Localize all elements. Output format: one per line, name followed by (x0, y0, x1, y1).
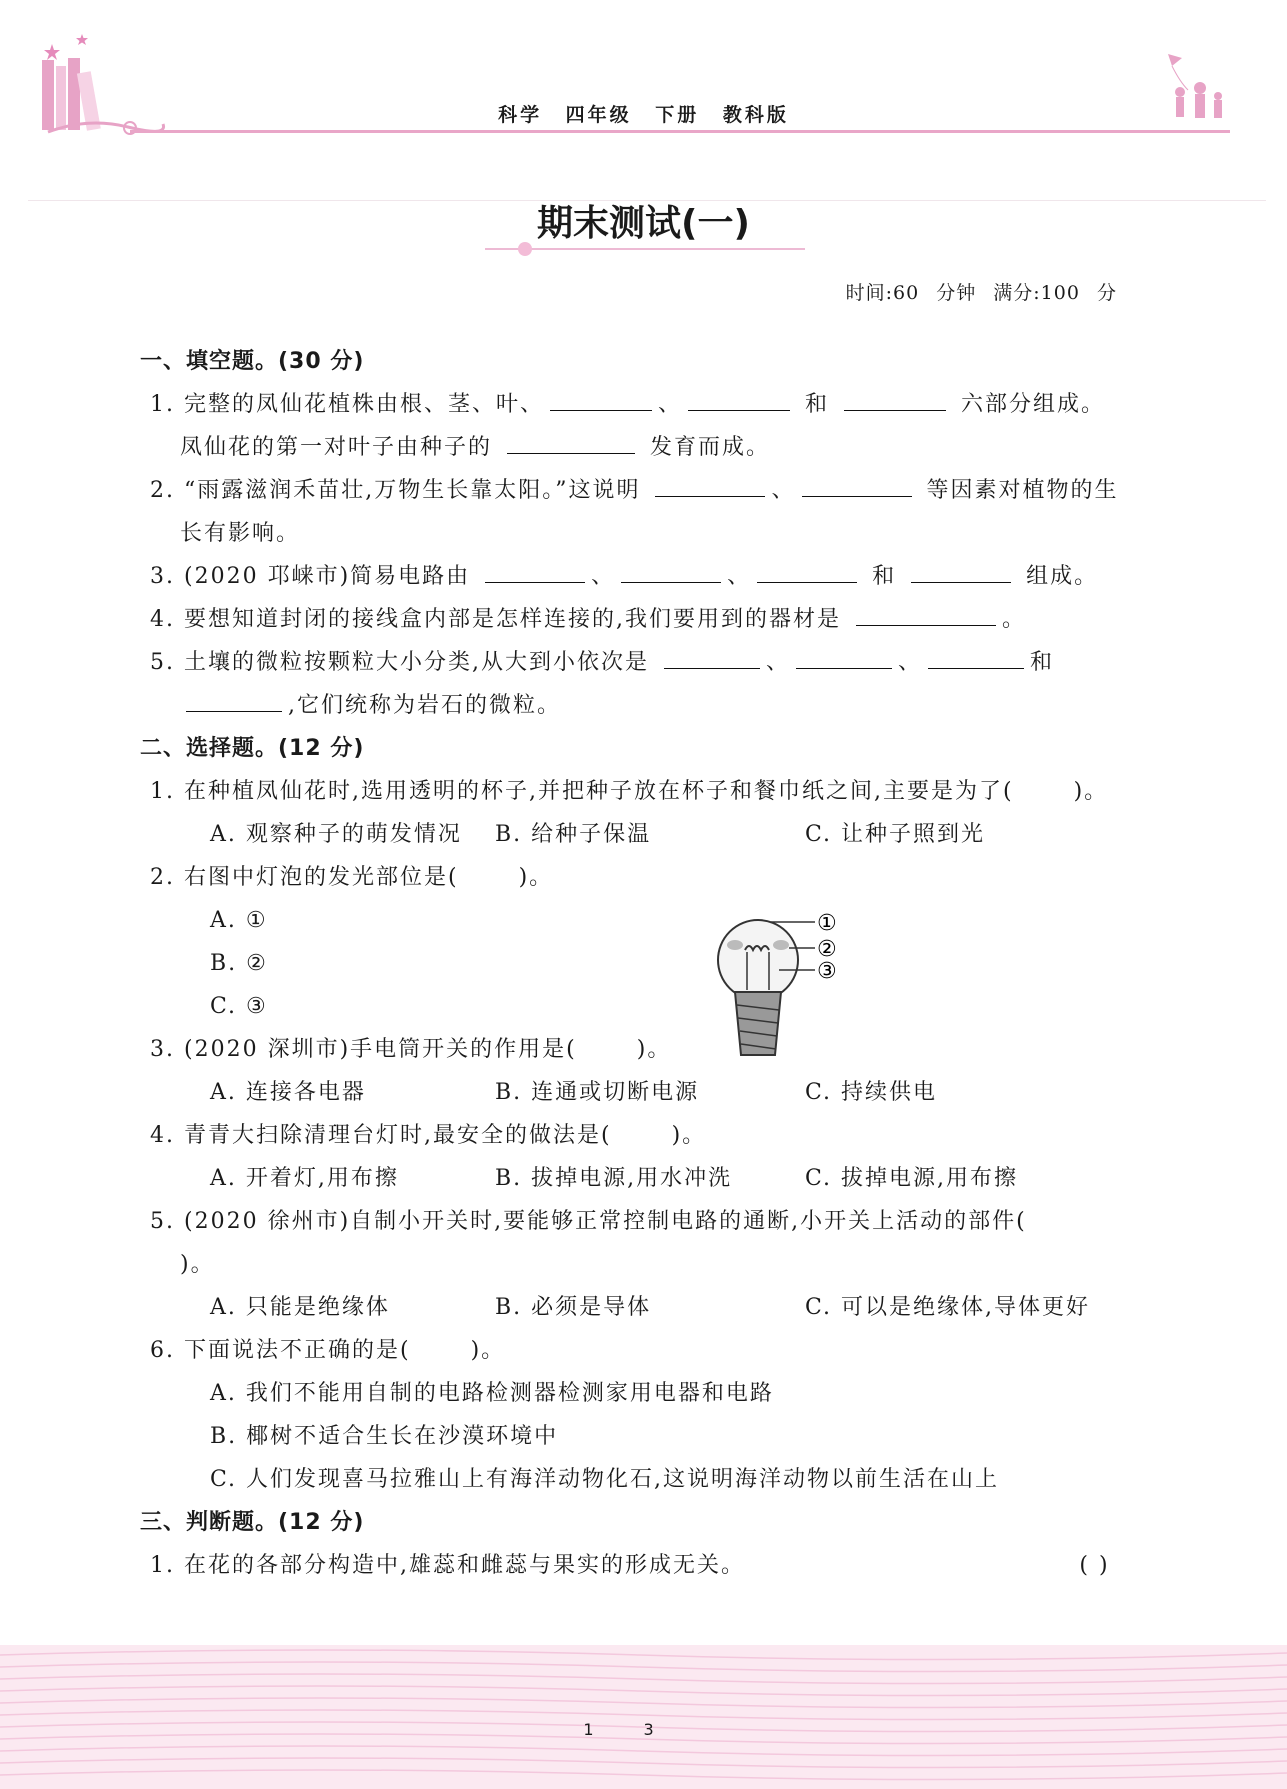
option-a[interactable]: A. ① (210, 908, 268, 933)
option-b[interactable]: B. 椰树不适合生长在沙漠环境中 (210, 1424, 559, 1449)
bulb-label-2: ② (817, 937, 837, 962)
option-c[interactable]: C. 让种子照到光 (805, 822, 986, 847)
fill-question-1: 1. 完整的凤仙花植株由根、茎、叶、 、 和 六部分组成。凤仙花的第一对叶子由种子的 发育而成。 (140, 383, 1120, 469)
option-a[interactable]: A. 开着灯,用布擦 (210, 1166, 399, 1191)
answer-blank[interactable] (507, 432, 635, 454)
answer-blank[interactable] (688, 389, 790, 411)
bulb-label-1: ① (817, 911, 837, 936)
fill-question-4: 4. 要想知道封闭的接线盒内部是怎样连接的,我们要用到的器材是 。 (140, 598, 1120, 641)
title-underline-icon (485, 242, 805, 256)
choice-question-3: 3. (2020 深圳市)手电筒开关的作用是( )。 (150, 1037, 672, 1062)
section-heading: 三、判断题。(12 分) (140, 1510, 365, 1535)
answer-blank[interactable] (485, 561, 585, 583)
option-a[interactable]: A. 连接各电器 (210, 1080, 366, 1105)
answer-blank[interactable] (621, 561, 721, 583)
fill-question-2: 2. “雨露滋润禾苗壮,万物生长靠太阳。”这说明 、 等因素对植物的生长有影响。 (140, 469, 1120, 555)
choice-question-2: 2. 右图中灯泡的发光部位是( )。 (150, 865, 554, 890)
option-row (140, 1286, 1120, 1329)
option-a[interactable]: A. 我们不能用自制的电路检测器检测家用电器和电路 (210, 1381, 774, 1406)
answer-blank[interactable] (550, 389, 652, 411)
footer-wave-band (0, 1645, 1287, 1789)
choice-question-1: 1. 在种植凤仙花时,选用透明的杯子,并把种子放在杯子和餐巾纸之间,主要是为了( )。 (150, 779, 1109, 804)
answer-blank[interactable] (186, 690, 282, 712)
option-row (140, 813, 1120, 856)
answer-blank[interactable] (757, 561, 857, 583)
answer-blank[interactable] (802, 475, 912, 497)
light-bulb-figure (713, 910, 863, 1065)
choice-question-4: 4. 青青大扫除清理台灯时,最安全的做法是( )。 (150, 1123, 707, 1148)
option-b[interactable]: B. 拔掉电源,用水冲洗 (495, 1166, 733, 1191)
option-c[interactable]: C. 拔掉电源,用布擦 (805, 1166, 1019, 1191)
option-row (140, 1157, 1120, 1200)
bulb-label-3: ③ (817, 959, 837, 984)
judge-question-1: 1. 在花的各部分构造中,雄蕊和雌蕊与果实的形成无关。 ( ) (140, 1544, 1120, 1587)
choice-question-6: 6. 下面说法不正确的是( )。 (150, 1338, 506, 1363)
header-rule (130, 130, 1230, 133)
fill-question-3: 3. (2020 邛崃市)简易电路由 、 、 和 组成。 (140, 555, 1120, 598)
page-header (0, 0, 1287, 200)
header-title: 科学 四年级 下册 教科版 (498, 104, 789, 126)
answer-blank[interactable] (844, 389, 946, 411)
choice-question-5: 5. (2020 徐州市)自制小开关时,要能够正常控制电路的通断,小开关上活动的部件()。 (150, 1209, 1027, 1277)
option-c[interactable]: C. ③ (210, 994, 268, 1019)
answer-blank[interactable] (664, 647, 760, 669)
answer-blank[interactable] (928, 647, 1024, 669)
option-b[interactable]: B. 给种子保温 (495, 822, 652, 847)
answer-blank[interactable] (655, 475, 765, 497)
answer-paren[interactable]: ( ) (1079, 1553, 1110, 1578)
option-c[interactable]: C. 持续供电 (805, 1080, 938, 1105)
answer-blank[interactable] (796, 647, 892, 669)
answer-blank[interactable] (911, 561, 1011, 583)
books-logo-icon (38, 32, 168, 152)
option-b[interactable]: B. 必须是导体 (495, 1295, 652, 1320)
option-c[interactable]: C. 可以是绝缘体,导体更好 (805, 1295, 1091, 1320)
section-heading: 二、选择题。(12 分) (140, 736, 365, 761)
option-row (140, 1071, 1120, 1114)
page-number: 13 (583, 1720, 704, 1739)
children-kite-icon (1150, 52, 1230, 132)
section-heading: 一、填空题。(30 分) (140, 349, 365, 374)
option-a[interactable]: A. 只能是绝缘体 (210, 1295, 390, 1320)
answer-blank[interactable] (856, 604, 996, 626)
option-a[interactable]: A. 观察种子的萌发情况 (210, 822, 462, 847)
option-b[interactable]: B. ② (210, 951, 268, 976)
option-c[interactable]: C. 人们发现喜马拉雅山上有海洋动物化石,这说明海洋动物以前生活在山上 (210, 1467, 1000, 1492)
exam-meta: 时间:60 分钟 满分:100 分 (845, 282, 1117, 304)
option-b[interactable]: B. 连通或切断电源 (495, 1080, 700, 1105)
exam-content (140, 340, 1120, 1587)
fill-question-5: 5. 土壤的微粒按颗粒大小分类,从大到小依次是 、 、 和,它们统称为岩石的微粒。 (140, 641, 1120, 727)
page-title: 期末测试(一) (537, 203, 750, 244)
